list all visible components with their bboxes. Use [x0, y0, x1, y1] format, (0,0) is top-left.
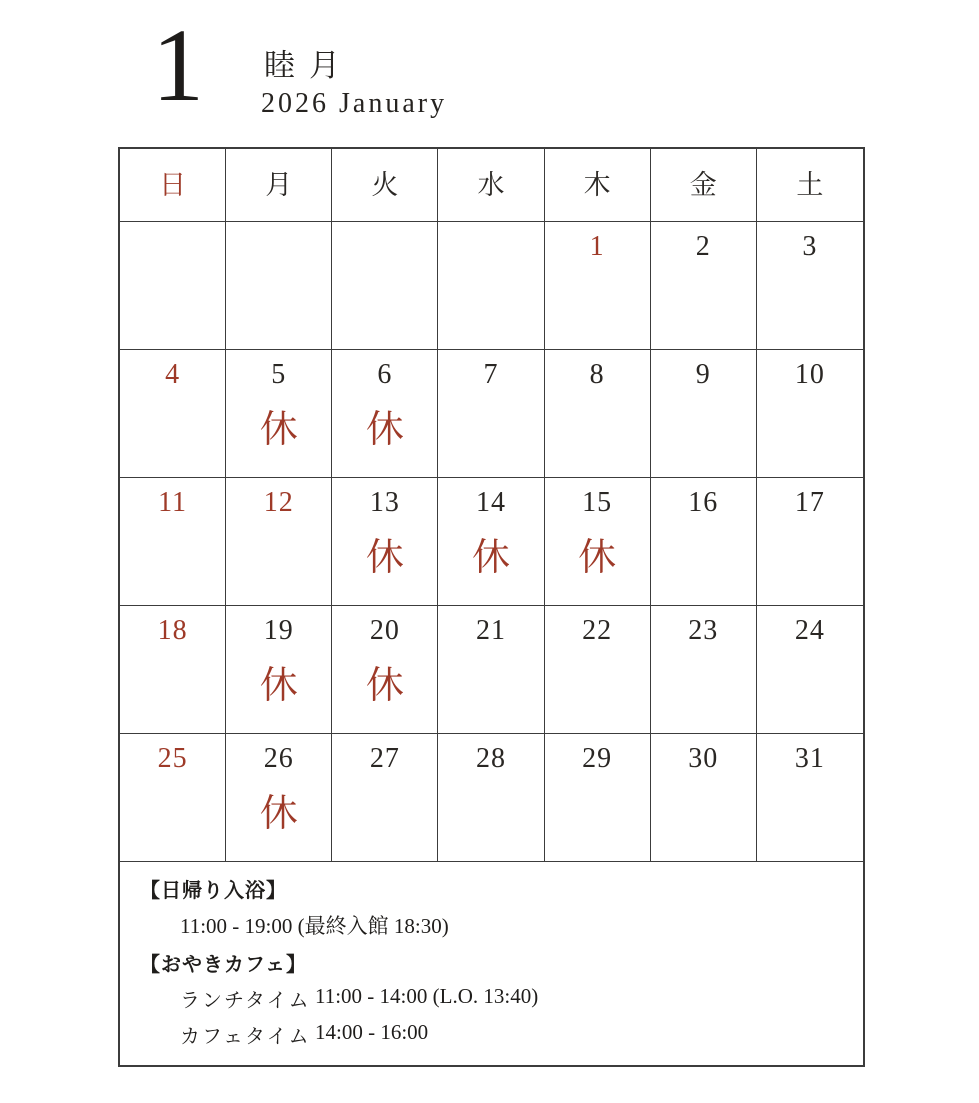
date-number	[120, 222, 225, 231]
calendar-cell-day-30	[651, 734, 757, 862]
bath-hours: 11:00 - 19:00 (最終入館 18:30)	[180, 914, 449, 938]
date-number: 15	[582, 487, 613, 518]
date-number: 20	[369, 615, 400, 646]
calendar-cell-day-26	[226, 734, 332, 862]
closed-mark: 休	[259, 409, 298, 451]
cafe-lunch-label: ランチタイム	[180, 990, 311, 1012]
date-number: 14	[475, 487, 506, 518]
cafe-time-hours: 14:00 - 16:00	[315, 1020, 429, 1044]
calendar-cell-day-16	[651, 478, 757, 606]
calendar-cell-day-13	[332, 478, 438, 606]
date-number: 6	[377, 359, 393, 390]
date-number: 1	[589, 231, 605, 262]
date-number: 9	[695, 359, 711, 390]
date-number	[332, 222, 437, 231]
closed-mark: 休	[365, 665, 404, 707]
calendar-cell-empty	[226, 222, 332, 350]
date-number: 5	[271, 359, 287, 390]
calendar-cell-empty	[120, 222, 226, 350]
calendar-cell-day-2	[651, 222, 757, 350]
date-number: 27	[369, 743, 400, 774]
date-number: 23	[688, 615, 719, 646]
date-number: 3	[802, 231, 818, 262]
month-subtitle: 2026 January	[261, 88, 448, 119]
date-number: 16	[688, 487, 719, 518]
calendar-cell-day-15	[545, 478, 651, 606]
cafe-lunch-hours: 11:00 - 14:00 (L.O. 13:40)	[315, 984, 539, 1008]
calendar-cell-day-24	[757, 606, 863, 734]
date-number: 22	[582, 615, 613, 646]
calendar-cell-day-31	[757, 734, 863, 862]
calendar-cell-day-1	[545, 222, 651, 350]
calendar-cell-day-8	[545, 350, 651, 478]
day-header-1: 月	[226, 149, 332, 222]
date-number: 19	[263, 615, 294, 646]
calendar-cell-day-6	[332, 350, 438, 478]
closed-mark: 休	[365, 409, 404, 451]
closed-mark: 休	[578, 537, 617, 579]
day-header-2: 火	[332, 149, 438, 222]
calendar-cell-day-20	[332, 606, 438, 734]
date-number: 17	[794, 487, 825, 518]
date-number: 28	[475, 743, 506, 774]
calendar-cell-day-11	[120, 478, 226, 606]
closed-mark: 休	[365, 537, 404, 579]
date-number: 8	[589, 359, 605, 390]
cafe-lunch-row	[140, 984, 843, 1013]
calendar-cell-empty	[438, 222, 544, 350]
closed-mark: 休	[259, 665, 298, 707]
date-number: 30	[688, 743, 719, 774]
calendar-frame	[118, 147, 865, 1067]
calendar-cell-day-21	[438, 606, 544, 734]
date-number: 7	[483, 359, 499, 390]
date-number: 11	[158, 487, 188, 518]
date-number: 26	[263, 743, 294, 774]
cafe-time-label: カフェタイム	[180, 1026, 311, 1048]
date-number: 4	[165, 359, 181, 390]
closed-mark: 休	[259, 793, 298, 835]
notes-section	[120, 862, 863, 1065]
calendar-cell-day-18	[120, 606, 226, 734]
bath-heading: 【日帰り入浴】	[140, 880, 287, 902]
calendar-cell-day-17	[757, 478, 863, 606]
calendar-cell-day-14	[438, 478, 544, 606]
calendar-cell-day-29	[545, 734, 651, 862]
date-number: 24	[794, 615, 825, 646]
calendar-grid	[120, 149, 863, 862]
date-number	[438, 222, 543, 231]
date-number: 29	[582, 743, 613, 774]
date-number: 18	[157, 615, 188, 646]
calendar-cell-day-9	[651, 350, 757, 478]
calendar-cell-day-25	[120, 734, 226, 862]
calendar-cell-day-23	[651, 606, 757, 734]
day-header-5: 金	[651, 149, 757, 222]
month-name-japanese: 睦月	[264, 48, 354, 83]
calendar-cell-day-22	[545, 606, 651, 734]
cafe-heading: 【おやきカフェ】	[140, 954, 307, 976]
month-number: 1	[152, 8, 204, 123]
date-number: 10	[794, 359, 825, 390]
calendar-cell-day-19	[226, 606, 332, 734]
date-number: 21	[475, 615, 506, 646]
day-header-4: 木	[545, 149, 651, 222]
date-number: 12	[263, 487, 294, 518]
calendar-cell-day-10	[757, 350, 863, 478]
closed-mark: 休	[471, 537, 510, 579]
calendar-cell-day-7	[438, 350, 544, 478]
calendar-cell-empty	[332, 222, 438, 350]
date-number: 13	[369, 487, 400, 518]
cafe-time-row	[140, 1020, 843, 1049]
calendar-cell-day-27	[332, 734, 438, 862]
calendar-cell-day-5	[226, 350, 332, 478]
day-header-3: 水	[438, 149, 544, 222]
date-number: 25	[157, 743, 188, 774]
calendar-cell-day-28	[438, 734, 544, 862]
calendar-cell-day-3	[757, 222, 863, 350]
date-number: 2	[695, 231, 711, 262]
date-number	[226, 222, 331, 231]
calendar-cell-day-4	[120, 350, 226, 478]
day-header-0: 日	[120, 149, 226, 222]
date-number: 31	[794, 743, 825, 774]
day-header-6: 土	[757, 149, 863, 222]
calendar-cell-day-12	[226, 478, 332, 606]
